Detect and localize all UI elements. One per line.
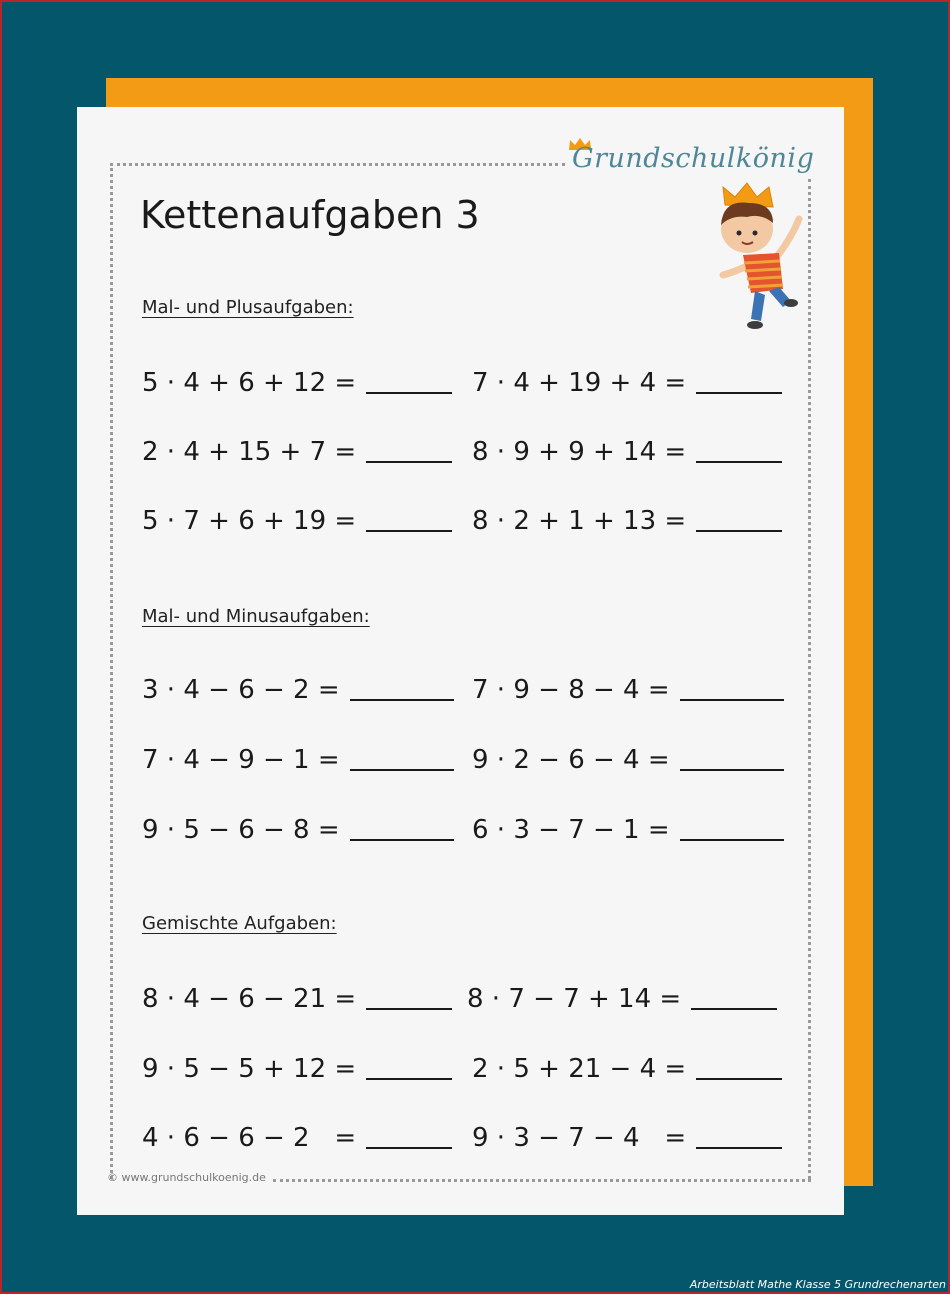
boy-with-crown-illustration [717,179,809,334]
problem-expression: 8 · 9 + 9 + 14 = [472,437,687,467]
answer-blank[interactable] [366,392,452,394]
problem-expression: 9 · 3 − 7 − 4 = [472,1123,687,1153]
problem-expression: 7 · 4 + 19 + 4 = [472,368,687,398]
problem-row [472,1050,782,1084]
problem-row [472,364,782,398]
answer-blank[interactable] [696,1078,782,1080]
problem-row [467,980,777,1014]
problem-row [472,811,784,845]
answer-blank[interactable] [696,461,782,463]
problem-row [142,502,452,536]
problem-expression: 8 · 4 − 6 − 21 = [142,984,357,1014]
problem-expression: 9 · 5 − 5 + 12 = [142,1054,357,1084]
copyright-footer: © www.grundschulkoenig.de [107,1171,266,1184]
answer-blank[interactable] [696,530,782,532]
problem-row [472,671,784,705]
answer-blank[interactable] [680,699,784,701]
problem-row [142,671,454,705]
answer-blank[interactable] [680,769,784,771]
image-caption: Arbeitsblatt Mathe Klasse 5 Grundrechenarten [689,1278,946,1291]
section-title-mal-plus: Mal- und Plusaufgaben: [142,297,354,318]
problem-row [142,1050,452,1084]
problem-expression: 2 · 4 + 15 + 7 = [142,437,357,467]
problem-row [142,741,454,775]
problem-expression: 6 · 3 − 7 − 1 = [472,815,670,845]
problem-row [142,433,452,467]
dotted-frame-top [110,163,565,166]
problem-expression: 5 · 7 + 6 + 19 = [142,506,357,536]
problem-row [472,1119,782,1153]
section-title-mal-minus: Mal- und Minusaufgaben: [142,606,370,627]
answer-blank[interactable] [366,1078,452,1080]
answer-blank[interactable] [350,699,454,701]
problem-expression: 5 · 4 + 6 + 12 = [142,368,357,398]
problem-expression: 4 · 6 − 6 − 2 = [142,1123,357,1153]
problem-row [472,741,784,775]
problem-row [142,811,454,845]
problem-row [142,1119,452,1153]
answer-blank[interactable] [680,839,784,841]
answer-blank[interactable] [350,769,454,771]
worksheet-title: Kettenaufgaben 3 [140,193,480,237]
problem-expression: 9 · 5 − 6 − 8 = [142,815,340,845]
answer-blank[interactable] [366,1147,452,1149]
problem-expression: 7 · 4 − 9 − 1 = [142,745,340,775]
answer-blank[interactable] [366,530,452,532]
problem-expression: 9 · 2 − 6 − 4 = [472,745,670,775]
answer-blank[interactable] [691,1008,777,1010]
problem-row [142,364,452,398]
dotted-frame-bottom [273,1179,811,1182]
problem-expression: 8 · 7 − 7 + 14 = [467,984,682,1014]
answer-blank[interactable] [696,392,782,394]
answer-blank[interactable] [366,1008,452,1010]
problem-expression: 8 · 2 + 1 + 13 = [472,506,687,536]
problem-expression: 7 · 9 − 8 − 4 = [472,675,670,705]
dotted-frame-left [110,163,113,1179]
problem-expression: 2 · 5 + 21 − 4 = [472,1054,687,1084]
problem-row [472,502,782,536]
answer-blank[interactable] [366,461,452,463]
problem-expression: 3 · 4 − 6 − 2 = [142,675,340,705]
answer-blank[interactable] [696,1147,782,1149]
worksheet-paper [77,107,844,1215]
section-title-gemischt: Gemischte Aufgaben: [142,913,337,934]
problem-row [142,980,452,1014]
problem-row [472,433,782,467]
brand-logo: Grundschulkönig [572,143,815,174]
answer-blank[interactable] [350,839,454,841]
